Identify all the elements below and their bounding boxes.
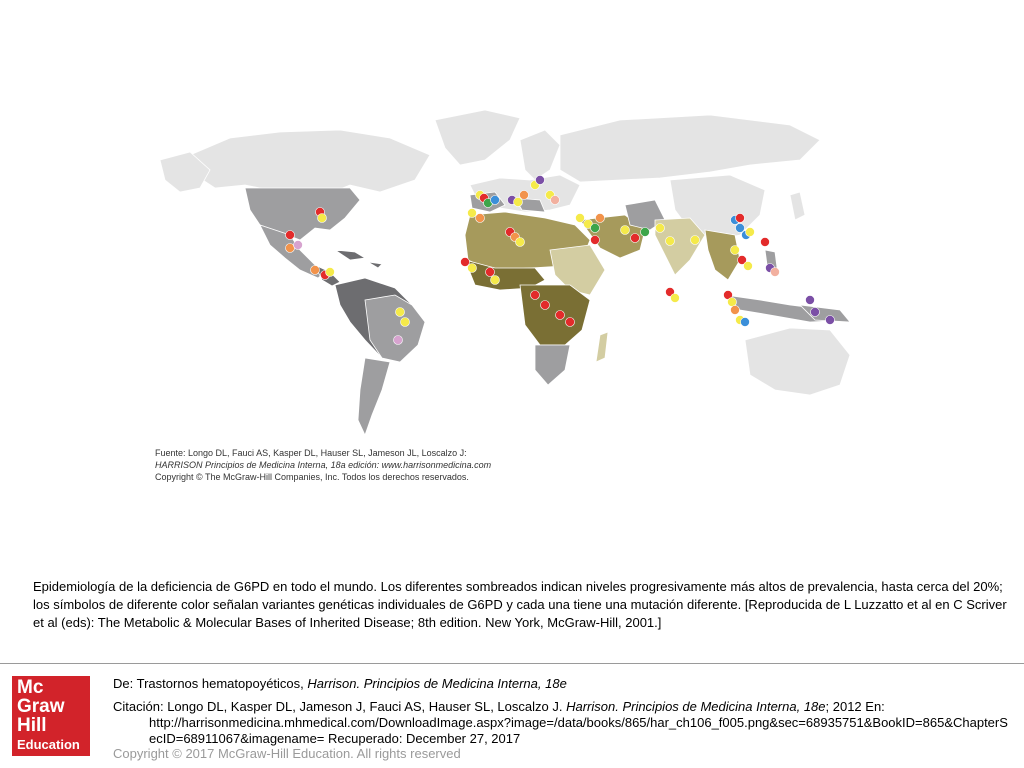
variant-marker [536,176,545,185]
variant-marker [811,308,820,317]
de-line [113,676,1008,692]
variant-marker [741,318,750,327]
mcgraw-hill-logo [12,676,90,756]
variant-marker [396,308,405,317]
variant-marker [541,301,550,310]
variant-marker [318,214,327,223]
citation-year: ; 2012 En: [825,699,885,714]
variant-marker [691,236,700,245]
variant-marker [486,268,495,277]
variant-marker [286,231,295,240]
world-map [150,100,880,440]
g6pd-map-svg [150,100,880,440]
variant-marker [656,224,665,233]
variant-marker [566,318,575,327]
footer-divider [0,663,1024,664]
variant-marker [761,238,770,247]
citation-authors: Longo DL, Kasper DL, Jameson J, Fauci AS, Hauser SL, Loscalzo J [167,699,559,714]
logo-word-hill: Hill [17,715,47,736]
variant-marker [826,316,835,325]
de-book: Harrison. Principios de Medicina Interna, 18e [307,676,567,691]
variant-marker [744,262,753,271]
citation-label: Citación: [113,699,164,714]
de-label: De: [113,676,134,691]
variant-marker [551,196,560,205]
landmass-canada [190,130,430,195]
variant-marker [666,237,675,246]
logo-word-education: Education [17,737,80,752]
variant-marker [631,234,640,243]
variant-marker [468,209,477,218]
variant-marker [476,214,485,223]
citation-url[interactable]: http://harrisonmedicina.mhmedical.com/DownloadImage.aspx?image=/data/books/865/har_ch106_f005.png&sec=68935751&BookID=865&ChapterSecID=68911067&imagename= Recuperado: December 27, 2017 [149,715,1008,746]
variant-marker [806,296,815,305]
source-line-3: Copyright © The McGraw-Hill Companies, Inc. Todos los derechos reservados. [155,472,469,482]
variant-marker [591,224,600,233]
variant-marker [531,291,540,300]
logo-word-graw: Graw [17,696,65,717]
citation-line: Citación: Longo DL, Kasper DL, Jameson J, Fauci AS, Hauser SL, Loscalzo J. Harrison. Principios de Medicina Interna, 18e; 2012 En: [113,699,885,714]
map-source [155,447,575,483]
variant-marker [746,228,755,237]
citation-book: Harrison. Principios de Medicina Interna, 18e [566,699,826,714]
variant-marker [401,318,410,327]
variant-marker [576,214,585,223]
variant-marker [736,214,745,223]
variant-marker [641,228,650,237]
variant-marker [468,264,477,273]
variant-marker [286,244,295,253]
copyright-notice: Copyright © 2017 McGraw-Hill Education. All rights reserved [113,746,461,761]
source-line-2: HARRISON Principios de Medicina Interna, 18a edición: www.harrisonmedicina.com [155,460,492,470]
de-text: Trastornos hematopoyéticos, [136,676,308,691]
source-line-1: Fuente: Longo DL, Fauci AS, Kasper DL, Hauser SL, Jameson JL, Loscalzo J: [155,448,467,458]
variant-marker [394,336,403,345]
variant-marker [671,294,680,303]
variant-marker [491,276,500,285]
variant-marker [311,266,320,275]
variant-marker [731,246,740,255]
variant-marker [596,214,605,223]
reference-block [113,676,1008,747]
variant-marker [591,236,600,245]
figure-caption: Epidemiología de la deficiencia de G6PD en todo el mundo. Los diferentes sombreados indican niveles progresivamente más altos de prevalencia, hasta cerca del 20%; los símbolos de diferente color señalan variantes genéticas individuales de G6PD y cada una tiene una mutación diferente. [Reproducida de L Luzzatto et al en C Scriver et al (eds): The Metabolic & Molecular Bases of Inherited Disease; 8th edition. New York, McGraw-Hill, 2001.] [33,579,1007,630]
variant-marker [621,226,630,235]
variant-marker [294,241,303,250]
variant-marker [728,298,737,307]
variant-marker [326,268,335,277]
variant-marker [516,238,525,247]
variant-marker [731,306,740,315]
variant-marker [771,268,780,277]
variant-marker [556,311,565,320]
logo-word-mc: Mc [17,677,44,698]
variant-marker [520,191,529,200]
variant-marker [491,196,500,205]
